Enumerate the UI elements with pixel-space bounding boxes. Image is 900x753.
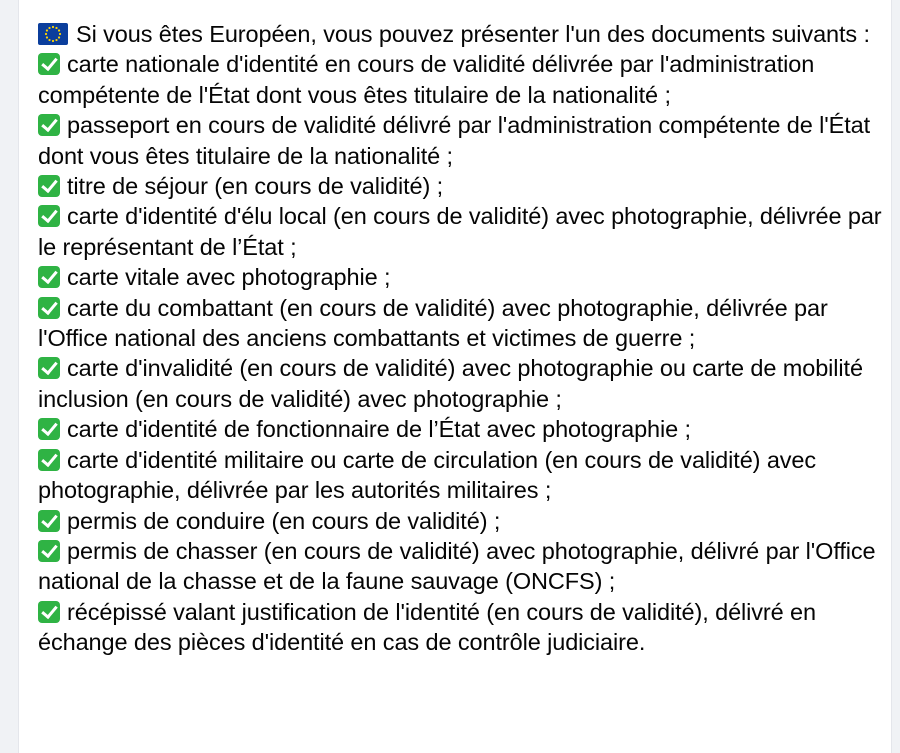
list-item-text: carte vitale avec photographie ; [67, 264, 391, 291]
list-item-text: passeport en cours de validité délivré par l'administration compétente de l'État dont vous êtes titulaire de la nationalité ; [38, 112, 871, 169]
list-item [38, 201, 886, 262]
flag-star [48, 27, 50, 29]
eu-flag-icon [38, 23, 68, 45]
check-mark-button-icon [38, 357, 60, 379]
list-item [38, 110, 886, 171]
list-item-text: carte nationale d'identité en cours de validité délivrée par l'administration compétente de l'État dont vous êtes titulaire de la nationalité ; [38, 51, 815, 108]
check-mark-button-icon [38, 205, 60, 227]
check-mark-button-icon [38, 601, 60, 623]
list-item [38, 414, 886, 444]
list-item-text: carte d'invalidité (en cours de validité) avec photographie ou carte de mobilité inclusion (en cours de validité) avec photographie ; [38, 355, 863, 412]
list-item [38, 506, 886, 536]
intro-text: Si vous êtes Européen, vous pouvez présenter l'un des documents suivants : [76, 21, 870, 47]
list-item [38, 597, 886, 658]
list-item-text: permis de chasser (en cours de validité) avec photographie, délivré par l'Office national de la chasse et de la faune sauvage (ONCFS) ; [38, 537, 876, 595]
post-intro [38, 19, 886, 49]
list-item-text: carte d'identité militaire ou carte de circulation (en cours de validité) avec photographie, délivrée par les autorités militaires ; [38, 446, 817, 504]
flag-star [52, 40, 54, 42]
list-item [38, 536, 886, 597]
check-mark-button-icon [38, 114, 60, 136]
list-item-text: carte d'identité d'élu local (en cours de validité) avec photographie, délivrée par le représentant de l’État ; [38, 203, 882, 260]
flag-star [58, 29, 60, 31]
list-item [38, 171, 886, 201]
flag-star [52, 26, 54, 28]
list-item-text: titre de séjour (en cours de validité) ; [67, 173, 444, 200]
flag-star [58, 36, 60, 38]
check-mark-button-icon [38, 510, 60, 532]
check-mark-button-icon [38, 175, 60, 197]
flag-star [46, 36, 48, 38]
flag-star [45, 33, 47, 35]
list-item-text: carte d'identité de fonctionnaire de l’État avec photographie ; [67, 416, 691, 443]
check-mark-button-icon [38, 53, 60, 75]
post-text [38, 19, 886, 658]
list-item [38, 293, 886, 354]
flag-star [48, 39, 50, 41]
check-mark-button-icon [38, 418, 60, 440]
check-mark-button-icon [38, 266, 60, 288]
list-item-text: permis de conduire (en cours de validité) ; [67, 507, 501, 534]
check-mark-button-icon [38, 449, 60, 471]
flag-star [55, 39, 57, 41]
list-item [38, 262, 886, 292]
check-mark-button-icon [38, 540, 60, 562]
list-item-text: carte du combattant (en cours de validité) avec photographie, délivrée par l'Office national des anciens combattants et victimes de guerre ; [38, 294, 828, 352]
flag-star [59, 33, 61, 35]
check-mark-button-icon [38, 297, 60, 319]
list-item [38, 445, 886, 506]
flag-star [46, 29, 48, 31]
list-item [38, 49, 886, 110]
post-card [18, 0, 892, 753]
flag-star [55, 27, 57, 29]
list-item-text: récépissé valant justification de l'identité (en cours de validité), délivré en échange des pièces d'identité en cas de contrôle judiciaire. [38, 598, 816, 656]
list-item [38, 353, 886, 414]
